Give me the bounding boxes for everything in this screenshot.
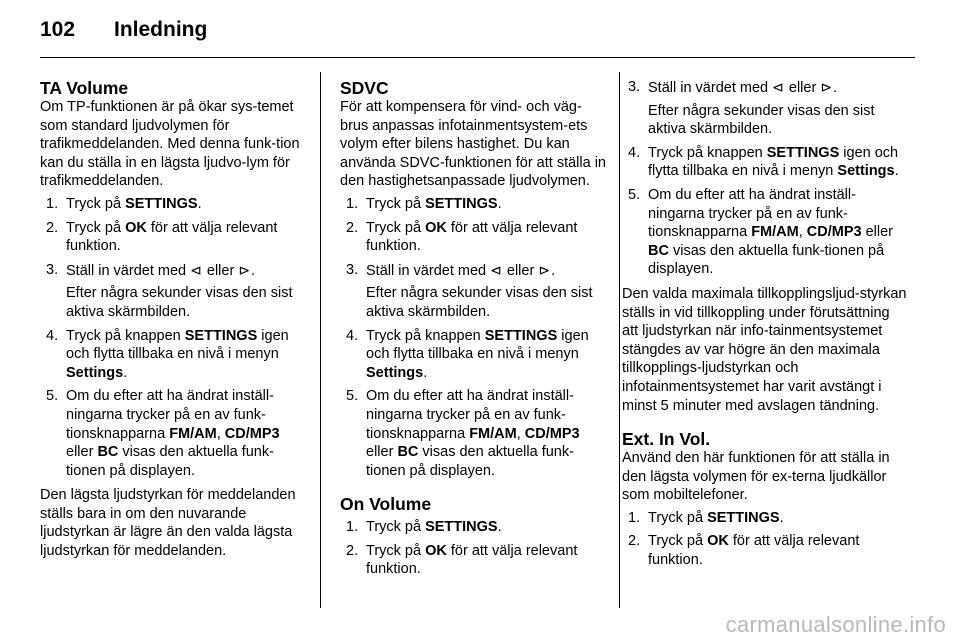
on-volume-paragraph: Den valda maximala tillkopplingsljud-styrkan ställs in vid tillkoppling under förutsättning att ljudstyrkan när info-tainmentsystemet stängdes av var högre än den maximala tillkopplings-ljudstyrkan och infotainmentsystemet har varit avstängt i minst 5 minuter med avslagen tändning. <box>622 285 907 414</box>
step-4: 4. Tryck på knappen SETTINGS igen och flytta tillbaka en nivå i menyn Settings. <box>628 144 899 180</box>
step-1: 1. Tryck på SETTINGS. <box>628 509 784 526</box>
ext-in-vol-steps <box>622 509 908 570</box>
section-title-ta-volume: TA Volume <box>40 78 129 98</box>
section-title-sdvc: SDVC <box>340 78 389 98</box>
step-2: 2. Tryck på OK för att välja relevant funktion. <box>628 533 860 569</box>
step-1: 1. Tryck på SETTINGS. <box>346 519 502 536</box>
sdvc-intro: För att kompensera för vind- och väg-brus anpassas infotainmentsystem-ets volym efter bilens hastighet. Du kan använda SDVC-funktionen för att ställa in den hastighetsanpassade ljudvolymen. <box>340 99 606 190</box>
on-volume-steps-continued <box>622 78 908 279</box>
sdvc-steps <box>340 195 608 480</box>
right-arrow-icon: ⊳ <box>820 79 834 95</box>
on-volume-steps <box>340 518 608 579</box>
section-title-ext-in-vol: Ext. In Vol. <box>622 429 711 450</box>
step-3: 3. Ställ in värdet med ⊲ eller ⊳. Efter några sekunder visas den sist aktiva skärmbilden. <box>346 261 593 320</box>
column-divider-1 <box>320 72 321 608</box>
step-1: 1. Tryck på SETTINGS. <box>346 195 502 212</box>
page-number: 102 <box>40 18 76 41</box>
column-3 <box>622 78 908 576</box>
chapter-title: Inledning <box>114 18 208 41</box>
right-arrow-icon: ⊳ <box>238 261 252 278</box>
left-arrow-icon: ⊲ <box>190 261 203 278</box>
step-3: 3. Ställ in värdet med ⊲ eller ⊳. Efter några sekunder visas den sist aktiva skärmbilden. <box>628 79 875 138</box>
step-5: 5. Om du efter att ha ändrat inställ-ningarna trycker på en av funk-tionsknapparna FM/AM, CD/MP3 eller BC visas den aktuella funk-tionen på displayen. <box>46 388 280 479</box>
right-arrow-icon: ⊳ <box>538 261 552 278</box>
column-divider-2 <box>619 72 620 608</box>
ext-in-vol-intro: Använd den här funktionen för att ställa in den lägsta volymen för ex-terna ljudkällor som mobiltelefoner. <box>622 450 890 504</box>
step-2: 2. Tryck på OK för att välja relevant funktion. <box>46 219 278 255</box>
ta-volume-steps <box>40 195 308 480</box>
step-4: 4. Tryck på knappen SETTINGS igen och flytta tillbaka en nivå i menyn Settings. <box>346 327 589 381</box>
section-title-on-volume: On Volume <box>340 494 432 515</box>
step-2: 2. Tryck på OK för att välja relevant funktion. <box>346 219 578 255</box>
header-rule <box>40 57 915 58</box>
left-arrow-icon: ⊲ <box>772 79 785 95</box>
step-5: 5. Om du efter att ha ändrat inställ-ningarna trycker på en av funk-tionsknapparna FM/AM, CD/MP3 eller BC visas den aktuella funk-tionen på displayen. <box>628 186 893 278</box>
column-1 <box>40 78 308 563</box>
left-arrow-icon: ⊲ <box>490 261 503 278</box>
ta-volume-intro: Om TP-funktionen är på ökar sys-temet som standard ljudvolymen för trafikmeddelanden. Med denna funk-tion kan du ställa in en lägsta ljudvo-lym för trafikmeddelanden. <box>40 99 300 190</box>
column-2 <box>340 78 608 585</box>
step-3: 3. Ställ in värdet med ⊲ eller ⊳. Efter några sekunder visas den sist aktiva skärmbilden. <box>46 261 293 320</box>
ta-volume-outro: Den lägsta ljudstyrkan för meddelanden ställs bara in om den nuvarande ljudstyrkan är lägre än den valda lägsta ljudstyrkan för meddelanden. <box>40 487 296 560</box>
step-1: 1. Tryck på SETTINGS. <box>46 195 202 212</box>
step-2: 2. Tryck på OK för att välja relevant funktion. <box>346 542 578 578</box>
step-4: 4. Tryck på knappen SETTINGS igen och flytta tillbaka en nivå i menyn Settings. <box>46 327 289 381</box>
step-5: 5. Om du efter att ha ändrat inställ-ningarna trycker på en av funk-tionsknapparna FM/AM, CD/MP3 eller BC visas den aktuella funk-tionen på displayen. <box>346 388 580 479</box>
watermark: carmanualsonline.info <box>725 612 946 637</box>
